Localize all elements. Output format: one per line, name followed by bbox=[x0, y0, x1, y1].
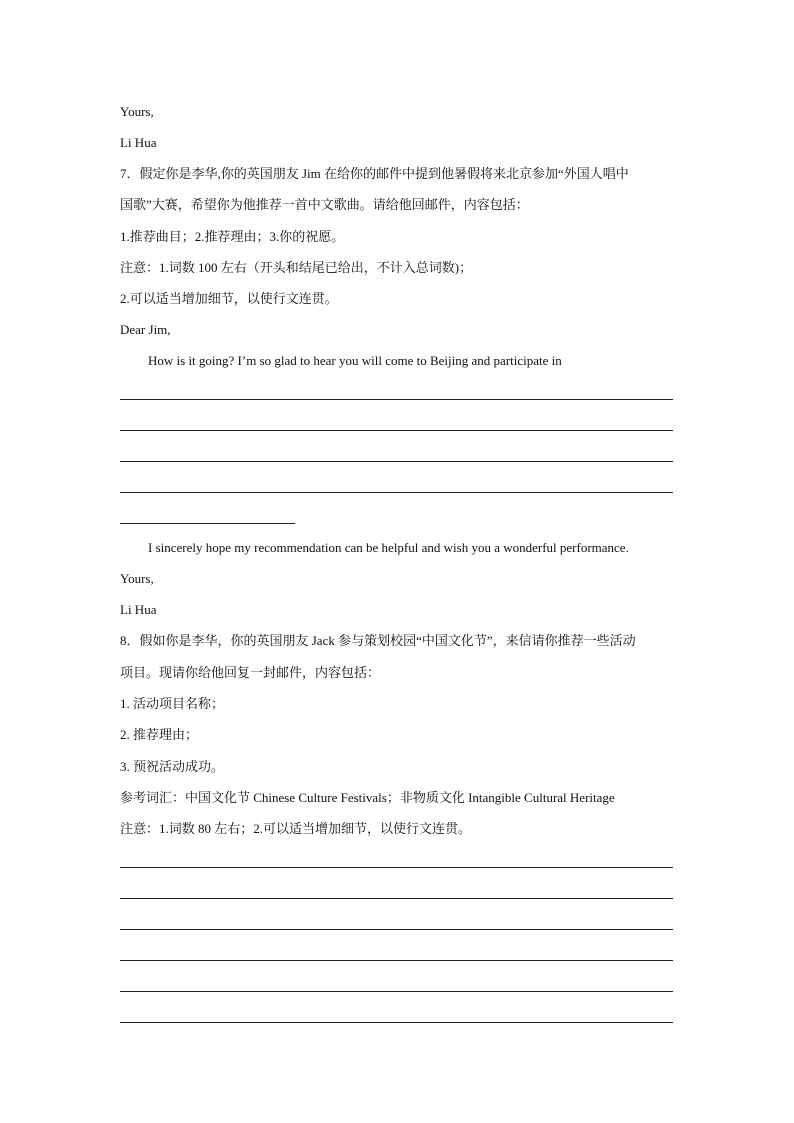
q7-opening-sentence: How is it going? I’m so glad to hear you will come to Beijing and participate in bbox=[148, 353, 562, 368]
q8-writing-line bbox=[120, 929, 673, 930]
q7-writing-line bbox=[120, 430, 673, 431]
q7-writing-line bbox=[120, 492, 673, 493]
q8-note: 注意：1.词数 80 左右；2.可以适当增加细节，以使行文连贯。 bbox=[120, 821, 472, 836]
q8-point1: 1. 活动项目名称； bbox=[120, 696, 225, 711]
q7-points: 1.推荐曲目；2.推荐理由；3.你的祝愿。 bbox=[120, 229, 345, 244]
q7-writing-line bbox=[120, 461, 673, 462]
q7-writing-line-short bbox=[120, 523, 295, 524]
q7-prompt-line2: 国歌”大赛，希望你为他推荐一首中文歌曲。请给他回邮件，内容包括： bbox=[120, 197, 529, 212]
q8-prompt-line2: 项目。现请你给他回复一封邮件，内容包括： bbox=[120, 665, 381, 680]
q8-prompt-line1: 8．假如你是李华，你的英国朋友 Jack 参与策划校园“中国文化节”，来信请你推荐一些活动 bbox=[120, 633, 636, 648]
q8-point3: 3. 预祝活动成功。 bbox=[120, 759, 225, 774]
q7-signature: Li Hua bbox=[120, 602, 157, 617]
q7-note1: 注意：1.词数 100 左右（开头和结尾已给出，不计入总词数)； bbox=[120, 260, 473, 275]
q8-writing-line bbox=[120, 1022, 673, 1023]
prev-closing: Yours, bbox=[120, 104, 154, 119]
q8-writing-line bbox=[120, 898, 673, 899]
q8-writing-line bbox=[120, 991, 673, 992]
q7-prompt-line1: 7．假定你是李华,你的英国朋友 Jim 在给你的邮件中提到他暑假将来北京参加“外国人唱中 bbox=[120, 166, 629, 181]
q8-point2: 2. 推荐理由； bbox=[120, 727, 199, 742]
q7-note2: 2.可以适当增加细节，以使行文连贯。 bbox=[120, 291, 338, 306]
q8-vocab: 参考词汇：中国文化节 Chinese Culture Festivals；非物质文化 Intangible Cultural Heritage bbox=[120, 790, 615, 805]
q8-writing-line bbox=[120, 867, 673, 868]
q7-closing-sentence: I sincerely hope my recommendation can be helpful and wish you a wonderful performance. bbox=[148, 540, 629, 555]
prev-signature: Li Hua bbox=[120, 135, 157, 150]
q8-writing-line bbox=[120, 960, 673, 961]
q7-closing: Yours, bbox=[120, 571, 154, 586]
q7-greeting: Dear Jim, bbox=[120, 322, 171, 337]
q7-writing-line bbox=[120, 399, 673, 400]
